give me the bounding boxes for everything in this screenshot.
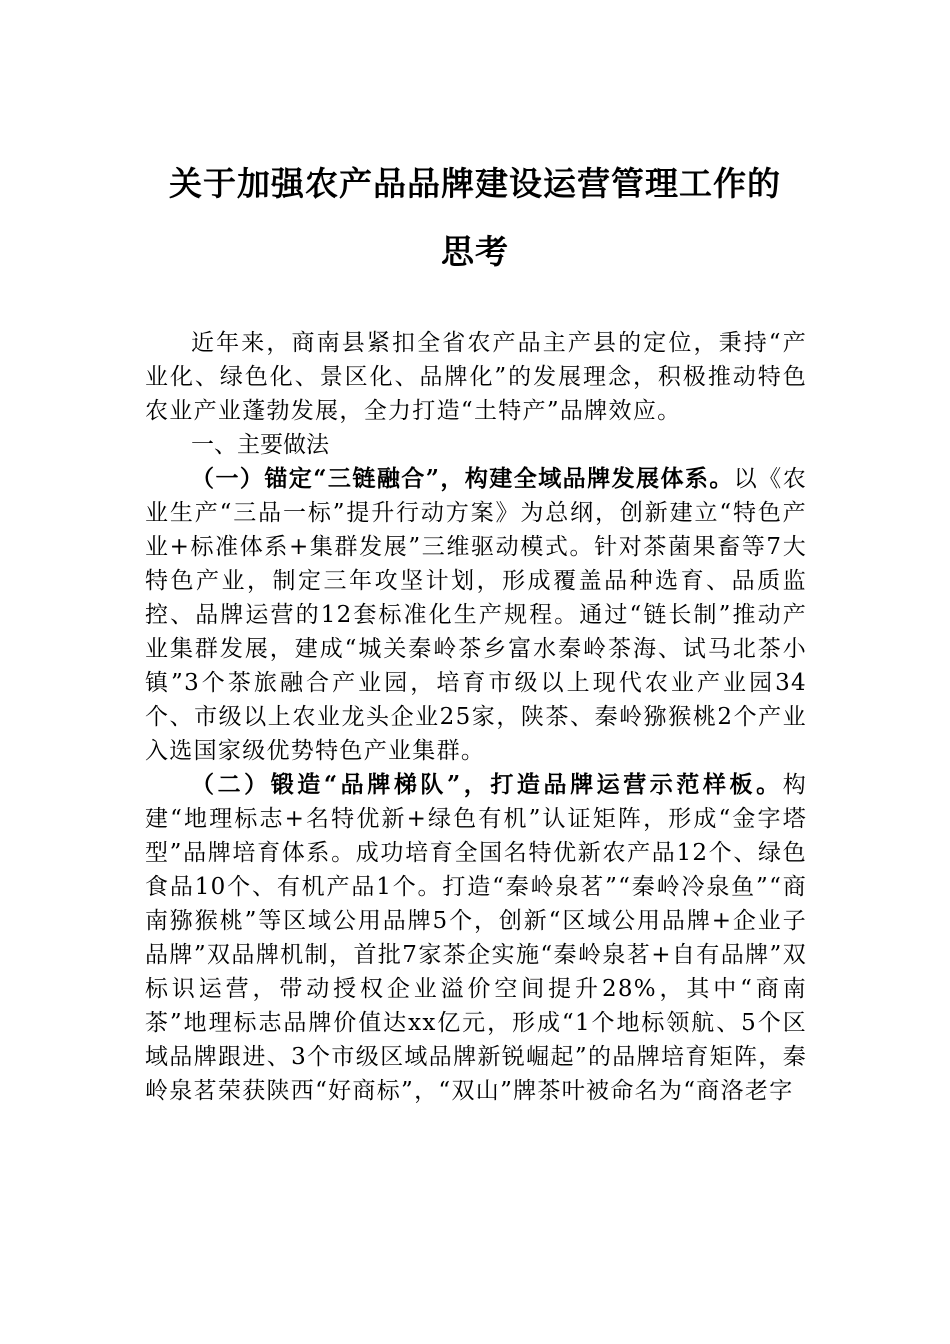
document-body (145, 326, 807, 1108)
subsection-1-heading: （一）锚定“三链融合”，构建全域品牌发展体系。 (191, 465, 734, 492)
subsection-1-paragraph (145, 462, 807, 768)
subsection-2-heading: （二）锻造“品牌梯队”，打造品牌运营示范样板。 (191, 771, 783, 798)
intro-paragraph: 近年来，商南县紧扣全省农产品主产县的定位，秉持“产业化、绿色化、景区化、品牌化”的发展理念，积极推动特色农业产业蓬勃发展，全力打造“土特产”品牌效应。 (145, 330, 807, 424)
document-title-line-2: 思考 (441, 232, 509, 271)
subsection-2-body: 构建“地理标志+名特优新+绿色有机”认证矩阵，形成“金字塔型”品牌培育体系。成功培育全国名特优新农产品12个、绿色食品10个、有机产品1个。打造“秦岭泉茗”“秦岭冷泉鱼”“商南猕猴桃”等区域公用品牌5个，创新“区域公用品牌+企业子品牌”双品牌机制，首批7家茶企实施“秦岭泉茗+自有品牌”双标识运营，带动授权企业溢价空间提升28%，其中“商南茶”地理标志品牌价值达xx亿元，形成“1个地标领航、5个区域品牌跟进、3个市级区域品牌新锐崛起”的品牌培育矩阵，秦岭泉茗荣获陕西“好商标”，“双山”牌茶叶被命名为“商洛老字 (145, 772, 807, 1104)
document-title-line-1: 关于加强农产品品牌建设运营管理工作的 (169, 164, 781, 203)
subsection-1-body: 以《农业生产“三品一标”提升行动方案》为总纲，创新建立“特色产业+标准体系+集群发展”三维驱动模式。针对茶菌果畜等7大特色产业，制定三年攻坚计划，形成覆盖品种选育、品质监控、品牌运营的12套标准化生产规程。通过“链长制”推动产业集群发展，建成“城关秦岭茶乡富水秦岭茶海、试马北茶小镇”3个茶旅融合产业园，培育市级以上现代农业产业园34个、市级以上农业龙头企业25家，陕茶、秦岭猕猴桃2个产业入选国家级优势特色产业集群。 (145, 466, 807, 764)
section-heading-main-practices: 一、主要做法 (191, 432, 329, 458)
subsection-2-paragraph (145, 768, 807, 1108)
